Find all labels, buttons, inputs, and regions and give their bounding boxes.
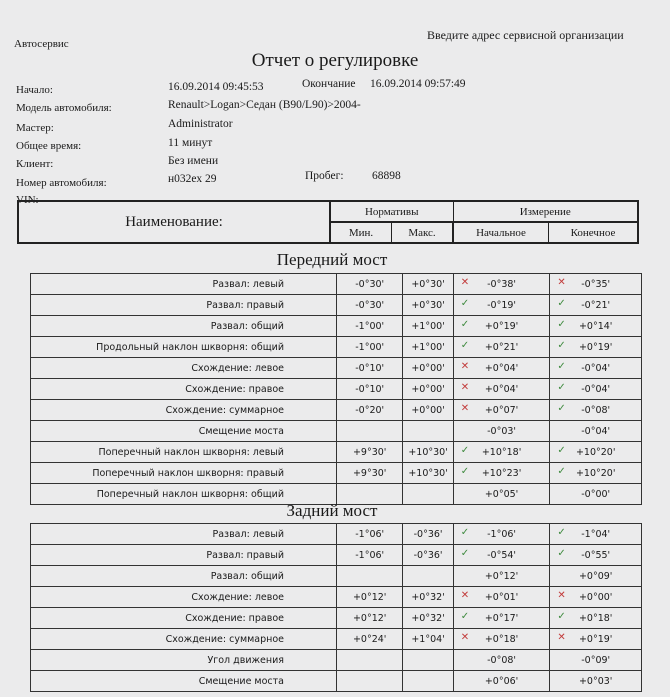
table-row: [31, 587, 642, 608]
cell-value: +0°12': [484, 570, 519, 582]
measurement-final: [550, 650, 642, 671]
norm-min: [337, 442, 403, 463]
measurement-final: [550, 421, 642, 442]
measurement-initial: [453, 295, 550, 316]
cell-value: +10°18': [481, 446, 522, 458]
table-row: [31, 566, 642, 587]
cell-value: Схождение: правое: [185, 612, 284, 624]
norm-min: [337, 316, 403, 337]
cell-value: Схождение: левое: [191, 362, 284, 374]
norm-max: [403, 671, 453, 692]
measurement-final: [550, 379, 642, 400]
measurement-initial: [453, 358, 550, 379]
norm-min: [337, 524, 403, 545]
check-icon: ✓: [557, 382, 566, 393]
parameter-name: [31, 421, 337, 442]
parameter-name: [31, 274, 337, 295]
table-row: [31, 400, 642, 421]
norm-max: [403, 400, 453, 421]
norm-max: [403, 379, 453, 400]
cell-value: +0°09': [578, 570, 613, 582]
measurement-initial: [453, 400, 550, 421]
check-icon: ✓: [460, 319, 470, 330]
cell-value: +0°03': [578, 675, 613, 687]
cell-value: +1°04': [411, 633, 445, 645]
cell-value: +0°30': [411, 278, 445, 290]
parameter-name: [31, 650, 337, 671]
cell-value: Поперечный наклон шкворня: правый: [92, 467, 284, 479]
check-icon: ✓: [557, 527, 566, 538]
parameter-name: [31, 358, 337, 379]
check-icon: ✓: [557, 340, 566, 351]
cell-value: +10°30': [408, 467, 448, 479]
check-icon: ✓: [557, 611, 566, 622]
measurement-final: [550, 295, 642, 316]
cell-value: -0°36': [413, 549, 443, 561]
norm-max: [403, 337, 453, 358]
cell-value: Развал: правый: [206, 299, 284, 311]
cell-value: -0°30': [355, 278, 385, 290]
parameter-name: [31, 566, 337, 587]
cell-value: Смещение моста: [198, 675, 284, 687]
norm-min: [337, 608, 403, 629]
check-icon: ✓: [460, 298, 470, 309]
norm-max: [403, 463, 453, 484]
parameter-name: [31, 379, 337, 400]
cell-value: +0°04': [484, 383, 519, 395]
norm-max: [403, 421, 453, 442]
check-icon: ✓: [460, 466, 470, 477]
measurement-final: [550, 358, 642, 379]
cell-value: -1°06': [355, 528, 385, 540]
model-label: Модель автомобиля:: [16, 102, 112, 114]
norms-header: Нормативы: [330, 201, 453, 222]
cell-value: -0°54': [487, 549, 517, 561]
cell-value: -0°04': [581, 383, 611, 395]
cell-value: +0°06': [484, 675, 519, 687]
name-column-header: Наименование:: [18, 201, 330, 243]
measurement-final: [550, 587, 642, 608]
measurement-final: [550, 316, 642, 337]
master-label: Мастер:: [16, 122, 54, 134]
company-name: Автосервис: [14, 38, 69, 50]
norm-min: [337, 566, 403, 587]
norm-max: [403, 566, 453, 587]
parameter-name: [31, 295, 337, 316]
measurement-initial: [453, 316, 550, 337]
measurement-final: [550, 442, 642, 463]
norm-max: [403, 358, 453, 379]
check-icon: ✓: [460, 445, 470, 456]
parameter-name: [31, 442, 337, 463]
final-header: Конечное: [549, 222, 639, 243]
norm-max: [403, 650, 453, 671]
table-row: [31, 650, 642, 671]
parameter-name: [31, 337, 337, 358]
cross-icon: ✕: [460, 632, 470, 643]
end-value: 16.09.2014 09:57:49: [370, 78, 466, 90]
front-axle-title: Передний мост: [276, 250, 388, 269]
cell-value: Продольный наклон шкворня: общий: [96, 341, 284, 353]
cell-value: +0°12': [352, 612, 387, 624]
model-value: Renault>Logan>Седан (B90/L90)>2004-: [168, 99, 361, 111]
table-row: [31, 545, 642, 566]
front-axle-table: [30, 273, 642, 505]
cell-value: Схождение: суммарное: [165, 404, 284, 416]
cell-value: -1°00': [355, 341, 385, 353]
cell-value: Схождение: правое: [185, 383, 284, 395]
cell-value: -0°55': [581, 549, 611, 561]
cell-value: +0°19': [578, 633, 613, 645]
norm-max: [403, 316, 453, 337]
check-icon: ✓: [460, 340, 470, 351]
parameter-name: [31, 587, 337, 608]
max-header: Макс.: [392, 222, 454, 243]
cell-value: -0°03': [487, 425, 517, 437]
cell-value: +0°19': [578, 341, 613, 353]
measurement-final: [550, 337, 642, 358]
norm-max: [403, 608, 453, 629]
cell-value: -1°04': [581, 528, 611, 540]
measurement-final: [550, 463, 642, 484]
table-row: [31, 629, 642, 650]
plate-value: н032ех 29: [168, 173, 217, 185]
norm-min: [337, 295, 403, 316]
measurement-final: [550, 274, 642, 295]
measurement-final: [550, 629, 642, 650]
norm-min: [337, 650, 403, 671]
table-row: [31, 316, 642, 337]
cell-value: +0°32': [411, 591, 445, 603]
parameter-name: [31, 545, 337, 566]
cell-value: +10°30': [408, 446, 448, 458]
cell-value: +0°30': [411, 299, 445, 311]
total-time-value: 11 минут: [168, 137, 213, 149]
parameter-name: [31, 608, 337, 629]
table-row: [31, 524, 642, 545]
measurement-initial: [453, 587, 550, 608]
check-icon: ✓: [557, 403, 566, 414]
total-time-label: Общее время:: [16, 140, 82, 152]
cell-value: -0°19': [487, 299, 517, 311]
cell-value: +0°05': [484, 488, 519, 500]
measurement-initial: [453, 629, 550, 650]
table-row: [31, 463, 642, 484]
cross-icon: ✕: [460, 361, 470, 372]
measurement-final: [550, 484, 642, 505]
norm-max: [403, 295, 453, 316]
cell-value: -0°04': [581, 425, 611, 437]
cell-value: +9°30': [352, 446, 387, 458]
cell-value: +10°20': [575, 467, 616, 479]
parameter-name: [31, 316, 337, 337]
min-header: Мин.: [330, 222, 392, 243]
cell-value: +0°00': [411, 404, 445, 416]
norm-min: [337, 629, 403, 650]
cell-value: +10°20': [575, 446, 616, 458]
cell-value: +0°14': [578, 320, 613, 332]
cell-value: Развал: общий: [210, 570, 284, 582]
measurement-initial: [453, 566, 550, 587]
cell-value: Развал: левый: [212, 278, 284, 290]
cross-icon: ✕: [460, 277, 470, 288]
cross-icon: ✕: [557, 632, 566, 643]
vin-label: VIN:: [16, 194, 39, 206]
cell-value: +0°21': [484, 341, 519, 353]
measurement-initial: [453, 421, 550, 442]
cell-value: -0°10': [355, 383, 385, 395]
measurement-final: [550, 608, 642, 629]
table-row: [31, 358, 642, 379]
cross-icon: ✕: [460, 590, 470, 601]
cell-value: Развал: общий: [210, 320, 284, 332]
cross-icon: ✕: [460, 382, 470, 393]
check-icon: ✓: [557, 548, 566, 559]
initial-header: Начальное: [453, 222, 549, 243]
check-icon: ✓: [460, 527, 470, 538]
norm-max: [403, 587, 453, 608]
measurement-final: [550, 566, 642, 587]
cell-value: -0°00': [581, 488, 611, 500]
cross-icon: ✕: [557, 277, 566, 288]
norm-min: [337, 587, 403, 608]
cell-value: -0°21': [581, 299, 611, 311]
service-address-prompt: Введите адрес сервисной организации: [427, 28, 624, 42]
parameter-name: [31, 400, 337, 421]
check-icon: ✓: [460, 548, 470, 559]
cell-value: +0°01': [484, 591, 519, 603]
cell-value: Смещение моста: [198, 425, 284, 437]
page-title: Отчет о регулировке: [251, 50, 419, 71]
cell-value: Схождение: левое: [191, 591, 284, 603]
table-row: [31, 295, 642, 316]
norm-max: [403, 442, 453, 463]
cell-value: +0°17': [484, 612, 519, 624]
master-value: Administrator: [168, 118, 233, 130]
cell-value: -1°06': [355, 549, 385, 561]
norm-max: [403, 274, 453, 295]
cell-value: -0°30': [355, 299, 385, 311]
measurement-initial: [453, 463, 550, 484]
end-label: Окончание: [302, 78, 356, 90]
cell-value: -0°10': [355, 362, 385, 374]
measurement-initial: [453, 608, 550, 629]
measurement-initial: [453, 337, 550, 358]
norm-min: [337, 337, 403, 358]
cell-value: Поперечный наклон шкворня: левый: [98, 446, 284, 458]
norm-max: [403, 629, 453, 650]
measurement-initial: [453, 379, 550, 400]
cross-icon: ✕: [557, 590, 566, 601]
norm-min: [337, 358, 403, 379]
parameter-name: [31, 671, 337, 692]
cell-value: Схождение: суммарное: [165, 633, 284, 645]
check-icon: ✓: [557, 319, 566, 330]
cell-value: +0°32': [411, 612, 445, 624]
measurement-initial: [453, 524, 550, 545]
norm-min: [337, 400, 403, 421]
cell-value: +10°23': [481, 467, 522, 479]
cell-value: -1°00': [355, 320, 385, 332]
measurement-initial: [453, 671, 550, 692]
measurement-initial: [453, 274, 550, 295]
check-icon: ✓: [557, 361, 566, 372]
cell-value: +9°30': [352, 467, 387, 479]
cell-value: Поперечный наклон шкворня: общий: [96, 488, 284, 500]
check-icon: ✓: [557, 466, 566, 477]
cell-value: +0°04': [484, 362, 519, 374]
norm-min: [337, 274, 403, 295]
measurement-initial: [453, 545, 550, 566]
table-header: [17, 200, 639, 244]
norm-min: [337, 463, 403, 484]
cell-value: -0°08': [487, 654, 517, 666]
cell-value: +0°00': [411, 362, 445, 374]
norm-min: [337, 379, 403, 400]
measurement-final: [550, 545, 642, 566]
cell-value: +1°00': [411, 320, 445, 332]
cell-value: -0°35': [581, 278, 611, 290]
check-icon: ✓: [557, 445, 566, 456]
measurement-final: [550, 400, 642, 421]
start-value: 16.09.2014 09:45:53: [168, 81, 264, 93]
parameter-name: [31, 629, 337, 650]
start-label: Начало:: [16, 84, 53, 96]
measurement-initial: [453, 442, 550, 463]
measurement-header: Измерение: [453, 201, 638, 222]
client-label: Клиент:: [16, 158, 54, 170]
cell-value: -0°08': [581, 404, 611, 416]
table-row: [31, 379, 642, 400]
cell-value: Развал: левый: [212, 528, 284, 540]
cell-value: +0°18': [578, 612, 613, 624]
norm-min: [337, 545, 403, 566]
rear-axle-title: Задний мост: [286, 501, 378, 520]
cell-value: -0°20': [355, 404, 385, 416]
plate-label: Номер автомобиля:: [16, 177, 107, 189]
check-icon: ✓: [460, 611, 470, 622]
norm-max: [403, 545, 453, 566]
cell-value: Угол движения: [207, 654, 284, 666]
table-row: [31, 421, 642, 442]
cell-value: +0°24': [352, 633, 387, 645]
table-row: [31, 671, 642, 692]
measurement-final: [550, 524, 642, 545]
cell-value: -0°38': [487, 278, 517, 290]
cell-value: Развал: правый: [206, 549, 284, 561]
cell-value: +1°00': [411, 341, 445, 353]
cell-value: +0°00': [411, 383, 445, 395]
cell-value: -0°09': [581, 654, 611, 666]
check-icon: ✓: [557, 298, 566, 309]
table-row: [31, 274, 642, 295]
mileage-value: 68898: [372, 170, 401, 182]
cross-icon: ✕: [460, 403, 470, 414]
cell-value: +0°18': [484, 633, 519, 645]
measurement-initial: [453, 650, 550, 671]
mileage-label: Пробег:: [305, 170, 344, 182]
rear-axle-table: [30, 523, 642, 692]
measurement-final: [550, 671, 642, 692]
cell-value: -0°36': [413, 528, 443, 540]
cell-value: +0°07': [484, 404, 519, 416]
table-row: [31, 442, 642, 463]
norm-min: [337, 421, 403, 442]
norm-min: [337, 671, 403, 692]
parameter-name: [31, 524, 337, 545]
client-value: Без имени: [168, 155, 219, 167]
cell-value: -0°04': [581, 362, 611, 374]
cell-value: +0°00': [578, 591, 613, 603]
parameter-name: [31, 463, 337, 484]
norm-max: [403, 524, 453, 545]
table-row: [31, 337, 642, 358]
cell-value: +0°19': [484, 320, 519, 332]
table-row: [31, 608, 642, 629]
cell-value: +0°12': [352, 591, 387, 603]
cell-value: -1°06': [487, 528, 517, 540]
